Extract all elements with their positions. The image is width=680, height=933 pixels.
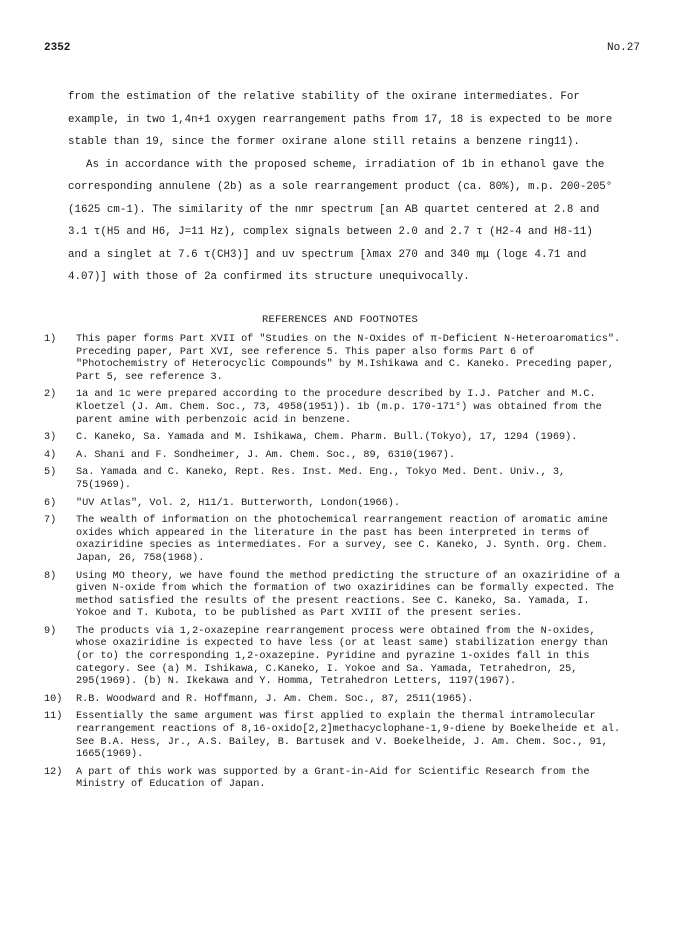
reference-number: 8) (44, 570, 57, 582)
reference-number: 12) (44, 766, 63, 778)
reference-item (44, 450, 624, 463)
reference-item (44, 571, 624, 621)
reference-number: 2) (44, 389, 57, 401)
reference-number: 4) (44, 449, 57, 461)
reference-item (44, 515, 624, 565)
reference-item (44, 711, 624, 761)
page-header (44, 42, 640, 58)
reference-text: A. Shani and F. Sondheimer, J. Am. Chem. Soc., 89, 6310(1967). (76, 449, 456, 461)
reference-number: 5) (44, 467, 57, 479)
reference-text: C. Kaneko, Sa. Yamada and M. Ishikawa, Chem. Pharm. Bull.(Tokyo), 17, 1294 (1969). (76, 432, 578, 444)
reference-item (44, 626, 624, 689)
reference-number: 9) (44, 625, 57, 637)
reference-text: Essentially the same argument was first applied to explain the thermal intramolecular rearrangement reactions of 8,16-oxido[2,2]methacyclophane-1,9-diene by Boekelheide et al. See B.A. Hess, Jr., A.S. Bailey, B. Bartusek and V. Boekelheide, J. Am. Chem. Soc., 91, 1665(1969). (76, 711, 621, 761)
references-heading: REFERENCES AND FOOTNOTES (261, 314, 419, 326)
reference-item (44, 498, 624, 511)
page-number: 2352 (44, 42, 71, 54)
reference-text: 1a and 1c were prepared according to the procedure described by I.J. Patcher and M.C. Kloetzel (J. Am. Chem. Soc., 73, 4958(1951)). 1b (m.p. 170-171°) was obtained from the parent amine with perbenzoic acid in benzene. (76, 389, 602, 426)
body-text (68, 86, 614, 289)
reference-item (44, 694, 624, 707)
issue-number: No.27 (606, 42, 640, 54)
references-list (44, 334, 624, 797)
body-paragraph-1: from the estimation of the relative stability of the oxirane intermediates. For example, in two 1,4n+1 oxygen rearrangement paths from 17, 18 is expected to be more stable than 19, since the former oxirane alone still retains a benzene ring11). (68, 91, 613, 148)
reference-item (44, 389, 624, 427)
reference-text: A part of this work was supported by a Grant-in-Aid for Scientific Research from the Ministry of Education of Japan. (76, 766, 590, 791)
reference-text: The products via 1,2-oxazepine rearrangement process were obtained from the N-oxides, whose oxaziridine is expected to have less (or at least same) stabilization energy than (or to) the corresponding 1,2-oxazepine. Pyridine and pyrazine 1-oxides fall in this category. See (a) M. Ishikawa, C.Kaneko, I. Yokoe and Sa. Yamada, Tetrahedron, 25, 295(1969). (b) N. Ikekawa and Y. Homma, Tetrahedron Letters, 1197(1967). (76, 625, 608, 688)
reference-item (44, 467, 624, 492)
reference-number: 6) (44, 497, 57, 509)
reference-item (44, 334, 624, 384)
body-paragraph-2: As in accordance with the proposed scheme, irradiation of 1b in ethanol gave the corresponding annulene (2b) as a sole rearrangement product (ca. 80%), m.p. 200-205° (1625 cm-1). The similarity of the nmr spectrum [an AB quartet centered at 2.8 and 3.1 τ(H5 and H6, J=11 Hz), complex signals between 2.0 and 2.7 τ (H2-4 and H8-11) and a singlet at 7.6 τ(CH3)] and uv spectrum [λmax 270 and 340 mμ (logε 4.71 and 4.07)] with those of 2a confirmed its structure unequivocally. (68, 158, 613, 283)
reference-text: "UV Atlas", Vol. 2, H11/1. Butterworth, London(1966). (76, 497, 401, 509)
reference-item (44, 767, 624, 792)
reference-number: 10) (44, 693, 63, 705)
reference-item (44, 432, 624, 445)
reference-text: The wealth of information on the photochemical rearrangement reaction of aromatic amine oxides which appeared in the literature in the past has been interpreted in terms of oxaziridine species as intermediates. For a survey, see C. Kaneko, J. Synth. Org. Chem. Japan, 26, 758(1968). (76, 515, 608, 564)
reference-text: This paper forms Part XVII of "Studies on the N-Oxides of π-Deficient N-Heteroaromatics". Preceding paper, Part XVI, see reference 5. This paper also forms Part 6 of "Photochemistry of Heterocyclic Compounds" by M.Ishikawa and C. Kaneko. Preceding paper, Part 5, see reference 3. (76, 334, 621, 383)
reference-number: 11) (44, 711, 63, 723)
reference-text: Using MO theory, we have found the method predicting the structure of an oxaziridine of a given N-oxide from which the formation of two oxaziridines can be formally expected. The method satisfied the results of the present reactions. See C. Kaneko, Sa. Yamada, I. Yokoe and T. Kubota, to be published as Part XVIII of the present series. (76, 570, 621, 620)
reference-text: Sa. Yamada and C. Kaneko, Rept. Res. Inst. Med. Eng., Tokyo Med. Dent. Univ., 3, 75(1969). (76, 467, 566, 491)
reference-number: 3) (44, 432, 57, 444)
reference-text: R.B. Woodward and R. Hoffmann, J. Am. Chem. Soc., 87, 2511(1965). (76, 693, 474, 705)
reference-number: 7) (44, 515, 57, 527)
reference-number: 1) (44, 334, 57, 345)
